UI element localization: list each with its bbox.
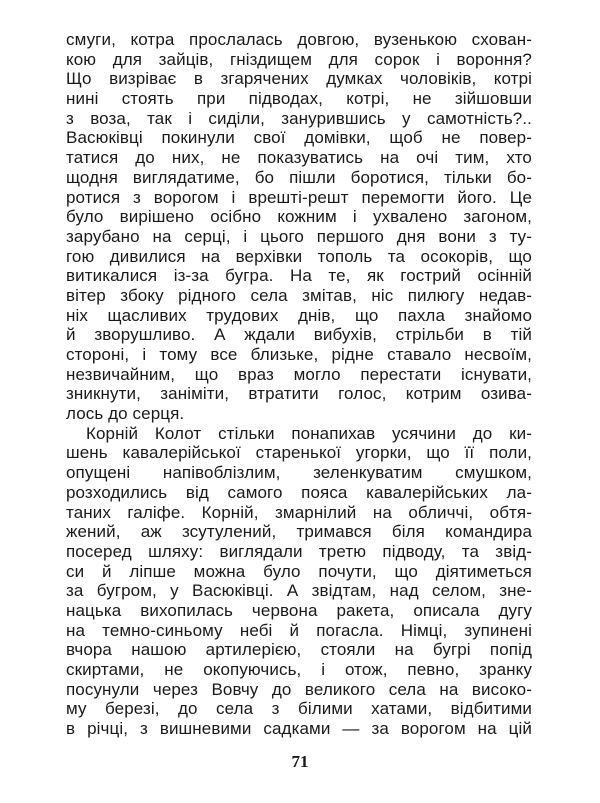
text-line: з воза, так і сиділи, занурившись у самотність?.. [66,108,532,128]
book-page-text [66,30,532,739]
text-line: таних галіфе. Корній, змарнілий на обличчі, обтя- [66,502,532,522]
text-line: вітер збоку рідного села змітав, ніс пилюгу недав- [66,285,532,305]
text-line: нині стоять при підводах, котрі, не зійшовши [66,89,532,109]
text-line: на темно-синьому небі й погасла. Німці, зупинені [66,620,532,640]
text-line: му березі, до села з білими хатами, відбитими [66,699,532,719]
text-line: зникнути, заніміти, втратити голос, котрим озива- [66,384,532,404]
page-number: 71 [291,752,309,771]
text-line: Корній Колот стільки понапихав усячини до ки- [86,423,532,443]
text-line: посеред шляху: виглядали третю підводу, та звід- [66,541,532,561]
text-line: витикалися із-за бугра. На те, як гострий осінній [66,266,532,286]
text-line: ротися з ворогом і врешті-решт перемогти його. Це [66,187,532,207]
text-line: Що визріває в згарячених думках чоловіків, котрі [66,69,532,89]
text-line: татися до них, не показуватись на очі тим, хто [66,148,532,168]
text-line: опущені напівоблізлим, зеленкуватим смушком, [66,463,532,483]
text-line: вчора нашою артилерією, стояли на бугрі попід [66,640,532,660]
paragraph [66,30,532,424]
text-line: щодня виглядатиме, бо пішли боротися, тільки бо- [66,167,532,187]
text-line: кою для зайців, гніздищем для сорок і вороння? [66,49,532,69]
text-line: смуги, котра прослалась довгою, вузенькою схован- [66,30,532,49]
text-line: шень кавалерійської старенької угорки, що її поли, [66,443,532,463]
text-line: стороні, і тому все близьке, рідне ставало несвоїм, [66,345,532,364]
text-line: зарубано на серці, і цього першого дня вони з ту- [66,226,532,246]
text-line: й зворушливо. А ждали вибухів, стрільби в тій [66,325,532,345]
text-line: за бугром, у Васюківці. А звідтам, над селом, зне- [66,581,532,601]
text-line: лось до серця. [66,404,185,424]
text-line: Васюківці покинули свої домівки, щоб не повер- [66,128,532,148]
text-line: скиртами, не окопуючись, і отож, певно, зранку [66,660,532,679]
text-line: було вирішено осібно кожним і ухвалено загоном, [66,207,532,227]
text-line: нацька вихопилась червона ракета, описала дугу [66,600,532,620]
text-line: незвичайним, що враз могло перестати існувати, [66,364,532,384]
text-line: ніх щасливих трудових днів, що пахла знайомо [66,305,532,325]
paragraph [66,424,532,739]
text-line: си й ліпше можна було почути, що діятиметься [66,561,532,581]
text-line: в річці, з вишневими садками — за ворогом на цій [66,719,532,739]
text-line: жений, аж зсутулений, тримався біля командира [66,522,532,542]
text-line: гою дивилися на верхівки тополь та осокорів, що [66,246,532,266]
text-line: розходились від самого пояса кавалерійських ла- [66,482,532,502]
text-line: посунули через Вовчу до великого села на високо- [66,679,532,699]
